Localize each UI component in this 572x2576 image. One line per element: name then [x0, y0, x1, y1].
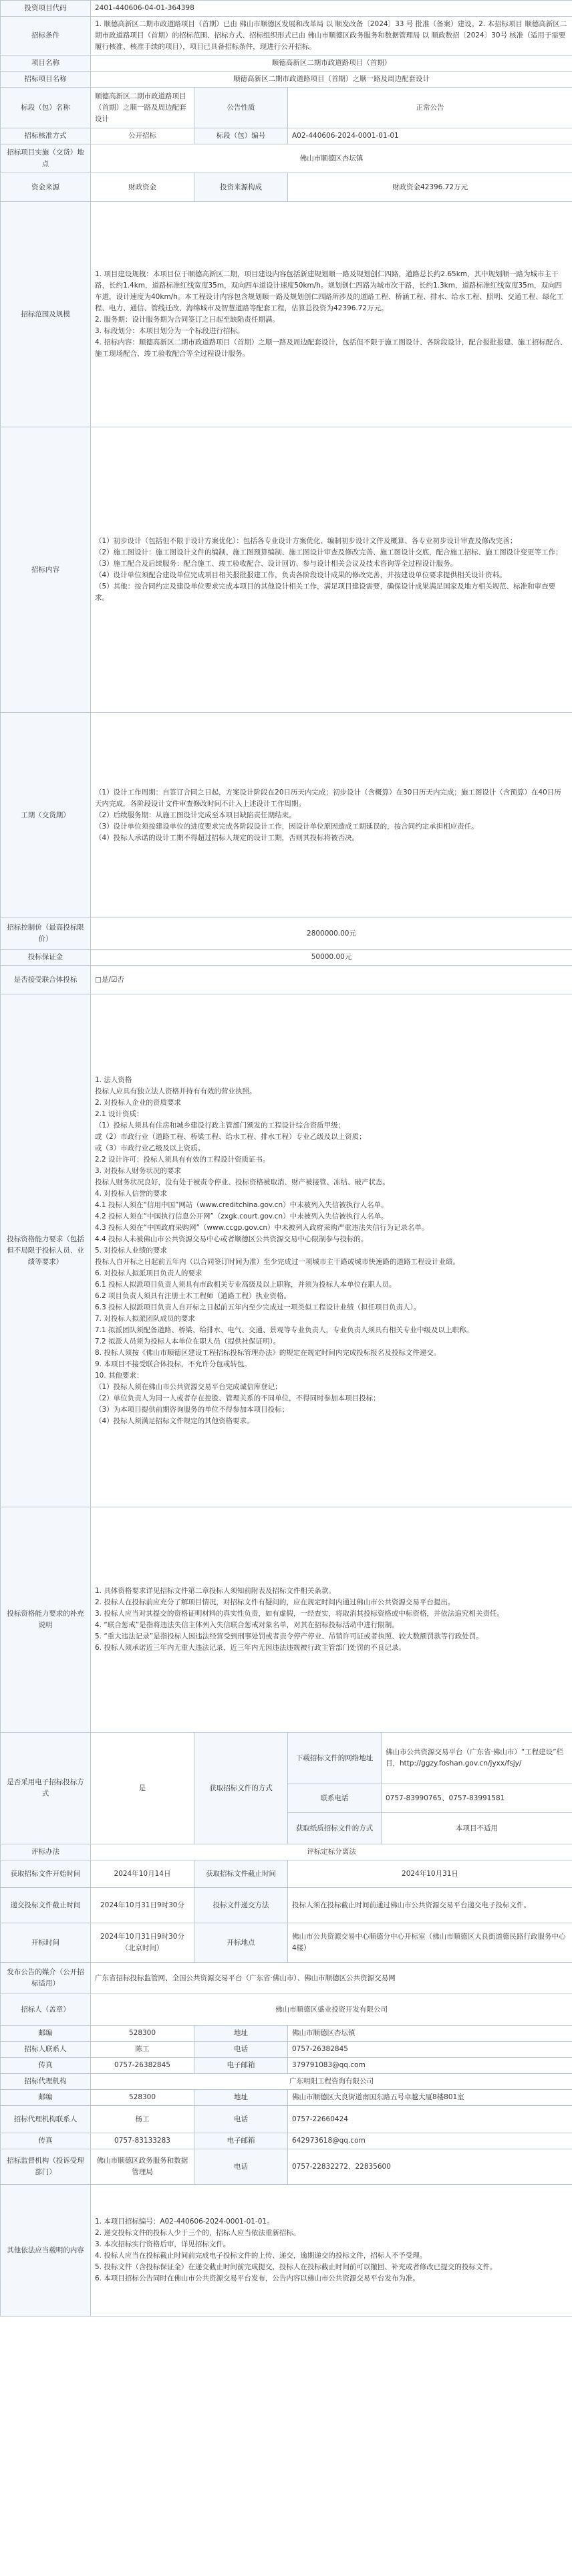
qual-line: （3）为本项目提供前期咨询服务的单位不得参加本项目投标；: [95, 1405, 289, 1414]
other-req-line: 3. 投标人应当对其提交的资格证明材料的真实性负责，如有虚假，一经查实，将取消其投标资格或中标资格，并依法追究相关责任。: [95, 1610, 504, 1618]
qual-line: （1）投标人须在佛山市公共资源交易平台完成诚信库登记；: [95, 1382, 282, 1391]
schedule-line: （2）后续服务期：从施工图设计完成至本项目缺陷责任期结束。: [95, 811, 296, 819]
other-line: 3. 本次招标实行资格后审，详见招标文件。: [95, 2240, 231, 2248]
qual-line: 6. 对投标人拟派项目负责人的要求: [95, 1269, 202, 1277]
label-agent-fax: 传真: [1, 2133, 91, 2149]
value-tenderee-fax: 0757-26382845: [91, 2058, 194, 2074]
label-open-place: 开标地点: [194, 1923, 288, 1963]
label-tenderee-address: 地址: [194, 2026, 288, 2042]
label-download-url: 下载招标文件的网络地址: [288, 1733, 382, 1784]
row-basis: [1, 17, 572, 56]
qual-line: 2.1 设计资质：: [95, 1109, 144, 1118]
label-eval: 评标办法: [1, 1844, 91, 1860]
value-qualification: [91, 994, 572, 1507]
qual-line: 4.4 投标人未被佛山市公共资源交易中心或者顺德区公共资源交易中心限制参与投标的。: [95, 1235, 368, 1243]
qual-line: 4.1 投标人须在“信用中国”网站（www.creditchina.gov.cn）中未被列入失信被执行人名单。: [95, 1200, 388, 1209]
label-agent-phone: 电话: [194, 2106, 288, 2133]
row-approval: [1, 128, 572, 144]
row-qualification: [1, 994, 572, 1507]
value-agent: 广东明阳工程咨询有限公司: [91, 2074, 572, 2090]
qual-line: 5. 对投标人业绩的要求: [95, 1246, 167, 1255]
label-tender-code: 标段（包）编号: [194, 128, 288, 144]
value-basis: 1. 顺德高新区二期市政道路项目（首期）已由 佛山市顺德区发展和改革局 以 顺发改备〔2024〕33 号 批准（备案）建设。2. 本招标项目 顺德高新区二期市政道路项目（首期）的招标范围、招标方式、招标组织形式已由 佛山市顺德区政务服务和数据管理局 以 顺政数招〔2024〕30号 核准（适用于需要履行核准、核准手续的项目），项目已具备招标条件，现进行公开招标。: [91, 17, 572, 56]
label-submit-end: 递交投标文件截止时间: [1, 1888, 91, 1923]
value-scope: [91, 202, 572, 427]
label-other: 其他依法应当载明的内容: [1, 2185, 91, 2317]
value-online-phone: 0757-83990765、0757-83991581: [382, 1784, 572, 1813]
scope-line: 1. 项目建设规模：本项目位于顺德高新区二期，项目建设内容包括新建规划顺一路及规划创仁四路，道路总长约2.65km，其中规划顺一路为城市主干路，长约1.4km，道路标准红线宽度35m，双向四车道设计速度50km/h。规划创仁四路为城市次干路，长约1.3km，道路标准红线宽度35m，双向四车道，设计速度为40km/h。本工程设计内容包含规划顺一路及规划创仁四路所涉及的道路工程、桥涵工程、排水、给水工程、照明、交通工程、绿化工程、电力、通信、管线迁改、海绵城市及智慧道路等配套工程，估算总投资为42396.72万元。: [95, 270, 564, 312]
qual-line: 10. 其他要求：: [95, 1371, 144, 1380]
other-req-line: 4. “联合惩戒”是指将违法失信主体列入失信联合惩戒对象名单，对其在招标投标活动中进行限制。: [95, 1621, 399, 1629]
value-get-start: 2024年10月14日: [91, 1860, 194, 1888]
label-online-phone: 联系电话: [288, 1784, 382, 1813]
qual-line: 2. 对投标人企业的资质要求: [95, 1098, 181, 1107]
value-agent-email: 642973618@qq.com: [288, 2133, 572, 2149]
row-fund: [1, 173, 572, 202]
scope-line: 2. 服务期：设计服务期为合同签订之日起至缺陷责任期满。: [95, 316, 279, 324]
qual-line: 或（2）市政行业（道路工程、桥梁工程、给水工程、排水工程）专业乙级及以上资质；: [95, 1132, 366, 1141]
value-tenderee: 佛山市顺德区盛业投资开发有限公司: [91, 1994, 572, 2026]
row-project-code: [1, 1, 572, 17]
qual-line: （2）单位负责人为同一人或者存在控股、管理关系的不同单位，不得同时参加本项目投标；: [95, 1394, 380, 1402]
row-tenderee-address: [1, 2026, 572, 2042]
row-publish: [1, 1963, 572, 1994]
scope-line: 3. 标段划分：本项目划分为一个标段进行招标。: [95, 327, 245, 335]
qual-line: 3. 对投标人财务状况的要求: [95, 1166, 181, 1175]
label-content: 招标内容: [1, 427, 91, 713]
schedule-line: （1）设计工作周期：自签订合同之日起，方案设计阶段在20日历天内完成；初步设计（含概算）在30日历天内完成；施工图设计（含预算）在40日历天内完成，各阶段设计文件审查修改时间不计入上述设计工作周期。: [95, 788, 561, 808]
qual-line: 9. 本项目不接受联合体投标，不允许分包或转包。: [95, 1360, 251, 1368]
other-line: 1. 本项目招标编号：A02-440606-2024-0001-01-01。: [95, 2218, 274, 2226]
value-other: [91, 2185, 572, 2317]
label-get-method: 获取招标文件的方式: [194, 1733, 288, 1844]
value-supervision-phone: 0757-22832272、22835600: [288, 2149, 572, 2185]
value-get-end: 2024年10月31日: [288, 1860, 572, 1888]
value-project-name: 顺德高新区二期市政道路项目（首期）: [91, 56, 572, 72]
value-tenderee-postal: 528300: [91, 2026, 194, 2042]
qual-line: 6.3 投标人拟派项目负责人自开标之日起前五年内至少完成过一项类似工程设计业绩（担任项目负责人）。: [95, 1303, 421, 1311]
row-scope: [1, 202, 572, 427]
value-open-time: 2024年10月31日9时30分（北京时间）: [91, 1923, 194, 1963]
value-fund-composition: 财政资金42396.72万元: [288, 173, 572, 202]
qual-line: （1）投标人须具有住房和城乡建设行政主管部门颁发的工程设计综合资质甲级；: [95, 1121, 345, 1130]
label-project-code: 投资项目代码: [1, 1, 91, 17]
row-agent-name: [1, 2074, 572, 2090]
row-other-req: [1, 1507, 572, 1733]
value-download-url[interactable]: 佛山市公共资源交易平台（广东省·佛山市）“工程建设”栏目，http://ggzy.foshan.gov.cn/jyxx/fsjy/: [382, 1733, 572, 1784]
other-line: 6. 本项目招标公告同时在佛山市公共资源交易平台发布，公告内容以佛山市公共资源交易平台发布为准。: [95, 2274, 420, 2282]
qual-line: 7.2 拟派人员须为投标人本单位在职人员（提供社保证明）。: [95, 1337, 281, 1346]
row-open: [1, 1923, 572, 1963]
row-content: [1, 427, 572, 713]
label-fund-composition: 投资来源构成: [194, 173, 288, 202]
other-req-line: 2. 投标人在投标前应充分了解项目情况，对招标文件有疑问的，应在规定时间内通过佛山市公共资源交易平台提出。: [95, 1598, 455, 1606]
row-other: [1, 2185, 572, 2317]
value-tender-name: 顺德高新区二期市政道路项目（首期）之顺一路及周边配套设计: [91, 72, 572, 88]
label-tenderee: 招标人（盖章）: [1, 1994, 91, 2026]
value-submit-method: 投标人须在投标截止时间前通过佛山市公共资源交易平台递交电子投标文件。: [288, 1888, 572, 1923]
qual-line: 或（3）市政行业乙级及以上资质。: [95, 1144, 205, 1152]
row-location: [1, 144, 572, 173]
row-tenderee-email: [1, 2058, 572, 2074]
row-submit: [1, 1888, 572, 1923]
value-agent-phone: 0757-22660424: [288, 2106, 572, 2133]
other-req-line: 1. 具体资格要求详见招标文件第二章投标人须知前附表及招标文件相关条款。: [95, 1587, 335, 1595]
value-price: 2800000.00元: [91, 918, 572, 950]
row-agent-email: [1, 2133, 572, 2149]
value-bond: 50000.00元: [91, 950, 572, 966]
value-location: 佛山市顺德区杏坛镇: [91, 144, 572, 173]
content-line: （1）初步设计（包括但不限于设计方案优化）：包括各专业设计方案优化、编制初步设计文件及概算、各专业初步设计审查及修改完善；: [95, 537, 517, 545]
label-tenderee-contact: 招标人联系人: [1, 2042, 91, 2058]
value-approval: 公开招标: [91, 128, 194, 144]
content-line: （5）其他：按合同约定及建设单位要求完成本项目的其他设计相关工作，满足项目建设需要，确保设计成果满足国家及地方相关规范、标准和审查要求。: [95, 582, 556, 602]
label-schedule: 工期（交货期）: [1, 713, 91, 918]
label-tenderee-email: 电子邮箱: [194, 2058, 288, 2074]
value-tenderee-contact: 陈工: [91, 2042, 194, 2058]
row-tenderee-contact: [1, 2042, 572, 2058]
value-agent-fax: 0757-83133283: [91, 2133, 194, 2149]
qual-line: 4.2 投标人须在“中国执行信息公开网”（zxgk.court.gov.cn）中未被列入失信被执行人名单。: [95, 1212, 388, 1220]
label-fund-source: 资金来源: [1, 173, 91, 202]
qual-line: 1. 法人资格: [95, 1075, 132, 1084]
other-req-line: 6. 投标人须承诺近三年内无重大违法记录，近三年内无因违法违规被行政主管部门处罚的不良记录。: [95, 1644, 406, 1652]
label-agent-email: 电子邮箱: [194, 2133, 288, 2149]
value-tenderee-address: 佛山市顺德区杏坛镇: [288, 2026, 572, 2042]
label-supervision-phone: 电话: [194, 2149, 288, 2185]
row-get-dates: [1, 1860, 572, 1888]
label-tenderee-postal: 邮编: [1, 2026, 91, 2042]
label-online: 是否采用电子招标投标方式: [1, 1733, 91, 1844]
label-get-start: 获取招标文件开始时间: [1, 1860, 91, 1888]
scope-line: 4. 招标内容：顺德高新区二期市政道路项目（首期）之顺一路及周边配套设计，包括但不限于施工图设计、各阶段设计，配合报批报建、施工招标配合、施工现场配合、竣工验收配合等全过程设计服务。: [95, 338, 567, 358]
value-content: [91, 427, 572, 713]
qual-line: 投标人财务状况良好，没有处于被责令停业、投标资格被取消、财产被接管、冻结、破产状态。: [95, 1178, 390, 1186]
content-line: （2）施工图设计：施工图设计文件的编制、施工图预算编制、施工图设计审查及修改完善、施工图设计交底，配合施工招标、施工图设计变更等工作；: [95, 548, 563, 556]
value-schedule: [91, 713, 572, 918]
value-online-other: 本项目不适用: [382, 1813, 572, 1844]
label-open-time: 开标时间: [1, 1923, 91, 1963]
label-project-name: 项目名称: [1, 56, 91, 72]
row-tender-name: [1, 72, 572, 88]
value-tender: 顺德高新区二期市政道路项目（首期）之顺一路及周边配套设计: [91, 88, 194, 128]
qual-line: 7. 对投标人拟派团队成员的要求: [95, 1314, 195, 1323]
label-tenderee-phone: 电话: [194, 2042, 288, 2058]
label-tender-name: 招标项目名称: [1, 72, 91, 88]
qual-line: 4.3 投标人须在“中国政府采购网”（www.ccgp.gov.cn）中未被列入政府采购严重违法失信行为记录名单。: [95, 1223, 429, 1232]
label-bond: 投标保证金: [1, 950, 91, 966]
label-scope: 招标范围及规模: [1, 202, 91, 427]
label-price: 招标控制价（最高投标限价）: [1, 918, 91, 950]
value-publish: 广东省招标投标监管网、全国公共资源交易平台（广东省·佛山市）、佛山市顺德区公共资源交易网: [91, 1963, 572, 1994]
row-agent-address: [1, 2090, 572, 2106]
label-notice-type: 公告性质: [194, 88, 288, 128]
content-line: （4）设计单位须配合建设单位完成项目相关报批报建工作，负责各阶段设计成果的修改完善，并按建设单位要求提供相关设计资料。: [95, 571, 507, 579]
label-supervision: 招标监督机构（投诉受理部门）: [1, 2149, 91, 2185]
content-line: （3）施工配合及后续服务：配合施工、竣工验收配合、设计回访、参与设计相关会议及技术咨询等全过程设计服务。: [95, 560, 458, 568]
row-project-name: [1, 56, 572, 72]
label-qualification: 投标资格能力要求（包括但不局限于投标人员、业绩等要求）: [1, 994, 91, 1507]
value-notice-type: 正常公告: [288, 88, 572, 128]
row-supervision: [1, 2149, 572, 2185]
qual-line: 投标人自开标之日起前五年内（以合同签订时间为准）至少完成过一项城市主干路或城市快速路的道路工程设计业绩。: [95, 1257, 460, 1266]
value-agent-postal: 528300: [91, 2090, 194, 2106]
other-req-line: 5. “重大违法记录”是指投标人因违法经营受到刑事处罚或者责令停产停业、吊销许可证或者执照、较大数额罚款等行政处罚。: [95, 1632, 483, 1640]
value-online: 是: [91, 1733, 194, 1844]
value-submit-end: 2024年10月31日9时30分: [91, 1888, 194, 1923]
label-location: 招标项目实施（交货）地点: [1, 144, 91, 173]
other-line: 4. 投标人应当在投标截止时间前完成电子投标文件的上传、递交，逾期递交的投标文件，招标人不予受理。: [95, 2252, 427, 2260]
label-approval: 招标核准方式: [1, 128, 91, 144]
value-fund-source: 财政资金: [91, 173, 194, 202]
qual-line: 2.2 设计许可：投标人须具有有效的工程设计资质证书。: [95, 1155, 270, 1164]
label-other-req: 投标资格能力要求的补充说明: [1, 1507, 91, 1733]
label-get-end: 获取招标文件截止时间: [194, 1860, 288, 1888]
value-eval: 评标定标分离法: [91, 1844, 572, 1860]
qual-line: （4）投标人须满足招标文件规定的其他资格要求。: [95, 1416, 254, 1425]
label-agent-address: 地址: [194, 2090, 288, 2106]
label-publish: 发布公告的媒介（公开招标适用）: [1, 1963, 91, 1994]
value-supervision: 佛山市顺德区政务服务和数据管理局: [91, 2149, 194, 2185]
label-basis: 招标条件: [1, 17, 91, 56]
qual-line: 投标人应具有独立法人资格并持有有效的营业执照。: [95, 1087, 257, 1095]
label-agent: 招标代理机构: [1, 2074, 91, 2090]
other-line: 5. 投标文件（含投标保证金）在递交截止时间前完成提交，投标人在投标截止时间前可以撤回、补充或者修改已提交的投标文件。: [95, 2263, 497, 2271]
value-other-req: [91, 1507, 572, 1733]
value-tenderee-email: 379791083@qq.com: [288, 2058, 572, 2074]
label-submit-method: 投标文件递交方法: [194, 1888, 288, 1923]
qual-line: 6.1 投标人拟派项目负责人须具有市政相关专业高级及以上职称，并须为投标人本单位在职人员。: [95, 1280, 396, 1289]
label-agent-postal: 邮编: [1, 2090, 91, 2106]
value-open-place: 佛山市公共资源交易中心顺德分中心开标室（佛山市顺德区大良街道德民路行政服务中心4楼）: [288, 1923, 572, 1963]
label-tender: 标段（包）名称: [1, 88, 91, 128]
label-agent-contact: 招标代理机构联系人: [1, 2106, 91, 2133]
value-tenderee-phone: 0757-26382845: [288, 2042, 572, 2058]
value-agent-address: 佛山市顺德区大良街道南国东路五号卓越大厦8楼801室: [288, 2090, 572, 2106]
row-price: [1, 918, 572, 950]
row-online-download: [1, 1733, 572, 1784]
row-agent-contact: [1, 2106, 572, 2133]
row-tender: [1, 88, 572, 128]
value-project-code: 2401-440606-04-01-364398: [91, 1, 572, 17]
value-tender-code: A02-440606-2024-0001-01-01: [288, 128, 572, 144]
schedule-line: （3）设计单位须按建设单位的进度要求完成各阶段设计工作，因设计单位原因造成工期延误的，按合同约定承担相应责任。: [95, 822, 478, 831]
label-combo: 是否接受联合体投标: [1, 966, 91, 994]
qual-line: 7.1 拟派团队须配备道路、桥梁、给排水、电气、交通、景观等专业负责人，专业负责人须具有相关专业中级及以上职称。: [95, 1325, 474, 1334]
row-bond: [1, 950, 572, 966]
other-line: 2. 递交投标文件的投标人少于三个的，招标人应当依法重新招标。: [95, 2229, 301, 2237]
schedule-line: （4）投标人承诺的设计工期不得超过招标人规定的设计工期，否则其投标将被否决。: [95, 833, 360, 842]
row-eval: [1, 1844, 572, 1860]
qual-line: 4. 对投标人信誉的要求: [95, 1189, 167, 1198]
value-combo: □是/☑否: [91, 966, 572, 994]
qual-line: 8. 投标人须按《佛山市顺德区建设工程招标投标管理办法》的规定在规定时间内完成投标报名及投标文件递交。: [95, 1348, 441, 1357]
label-tenderee-fax: 传真: [1, 2058, 91, 2074]
label-online-other: 获取纸质招标文件的方式: [288, 1813, 382, 1844]
value-agent-contact: 杨工: [91, 2106, 194, 2133]
row-tenderee-name: [1, 1994, 572, 2026]
row-combo: [1, 966, 572, 994]
qual-line: 6.2 项目负责人须具有注册土木工程师（道路工程）执业资格。: [95, 1291, 291, 1300]
row-schedule: [1, 713, 572, 918]
